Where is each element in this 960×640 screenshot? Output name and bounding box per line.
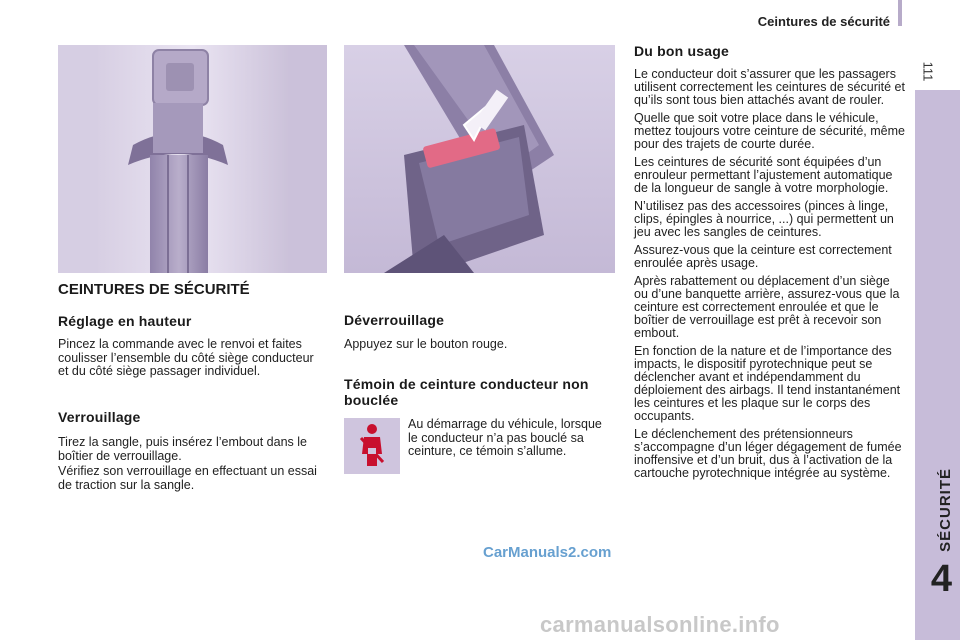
unlocking-text: Appuyez sur le bouton rouge.	[344, 337, 508, 351]
locking-text-1: Tirez la sangle, puis insérez l’embout dans le boîtier de verrouillage.	[58, 435, 307, 463]
header-accent-bar	[898, 0, 902, 26]
proper-use-heading: Du bon usage	[634, 43, 729, 59]
buckle-release-photo	[344, 45, 615, 273]
proper-use-paragraph: Le conducteur doit s’assurer que les passagers utilisent correctement les ceintures de sécurité et qu’ils sont tous bien attachés avant de rouler.	[634, 67, 905, 107]
locking-heading: Verrouillage	[58, 409, 141, 425]
proper-use-paragraph: En fonction de la nature et de l’importance des impacts, le dispositif pyrotechnique peut se déclencher avant et indépendamment du déploiement des airbags. Il tend instantanément les ceintures et les plaque sur le corps des occupants.	[634, 344, 901, 423]
height-adjust-heading: Réglage en hauteur	[58, 313, 192, 329]
proper-use-paragraph: Le déclenchement des prétensionneurs s’accompagne d’un léger dégagement de fumée inoffensive et d’un bruit, dus à l’activation de la cartouche pyrotechnique intégrée au système.	[634, 427, 902, 480]
main-section-title: CEINTURES DE SÉCURITÉ	[58, 281, 250, 298]
page-number: 111	[920, 61, 936, 82]
seatbelt-warning-icon	[344, 418, 400, 474]
warning-light-heading: Témoin de ceinture conducteur non bouclée	[344, 376, 589, 408]
watermark-carmanuals2[interactable]: CarManuals2.com	[483, 544, 612, 561]
proper-use-paragraph: N’utilisez pas des accessoires (pinces à linge, clips, épingles à nourrice, ...) qui permettent un jeu avec les sangles de ceintures.	[634, 199, 894, 239]
unlocking-heading: Déverrouillage	[344, 312, 445, 328]
proper-use-paragraph: Assurez-vous que la ceinture est correctement enroulée après usage.	[634, 243, 892, 270]
height-adjust-text: Pincez la commande avec le renvoi et faites coulisser l’ensemble du côté siège conducteur et du côté siège passager individuel.	[58, 337, 314, 378]
proper-use-paragraph: Quelle que soit votre place dans le véhicule, mettez toujours votre ceinture de sécurité, même pour des trajets de courte durée.	[634, 111, 905, 151]
height-adjuster-photo	[58, 45, 327, 273]
proper-use-column	[634, 68, 906, 485]
page-header-title: Ceintures de sécurité	[757, 14, 890, 29]
section-tab-label: SÉCURITÉ	[937, 468, 954, 552]
proper-use-paragraph: Après rabattement ou déplacement d’un siège ou d’une banquette arrière, assurez-vous que la ceinture est correctement enroulée et que le boîtier de verrouillage est prêt à recevoir son embout.	[634, 274, 900, 340]
watermark-carmanualsonline[interactable]: carmanualsonline.info	[540, 612, 780, 637]
chapter-number: 4	[930, 558, 952, 600]
locking-text-2: Vérifiez son verrouillage en effectuant un essai de traction sur la sangle.	[58, 464, 317, 492]
proper-use-paragraph: Les ceintures de sécurité sont équipées d’un enrouleur permettant l’ajustement automatique de la longueur de sangle à votre morphologie.	[634, 155, 893, 195]
warning-light-text: Au démarrage du véhicule, lorsque le conducteur n’a pas bouclé sa ceinture, ce témoin s’allume.	[408, 417, 602, 458]
